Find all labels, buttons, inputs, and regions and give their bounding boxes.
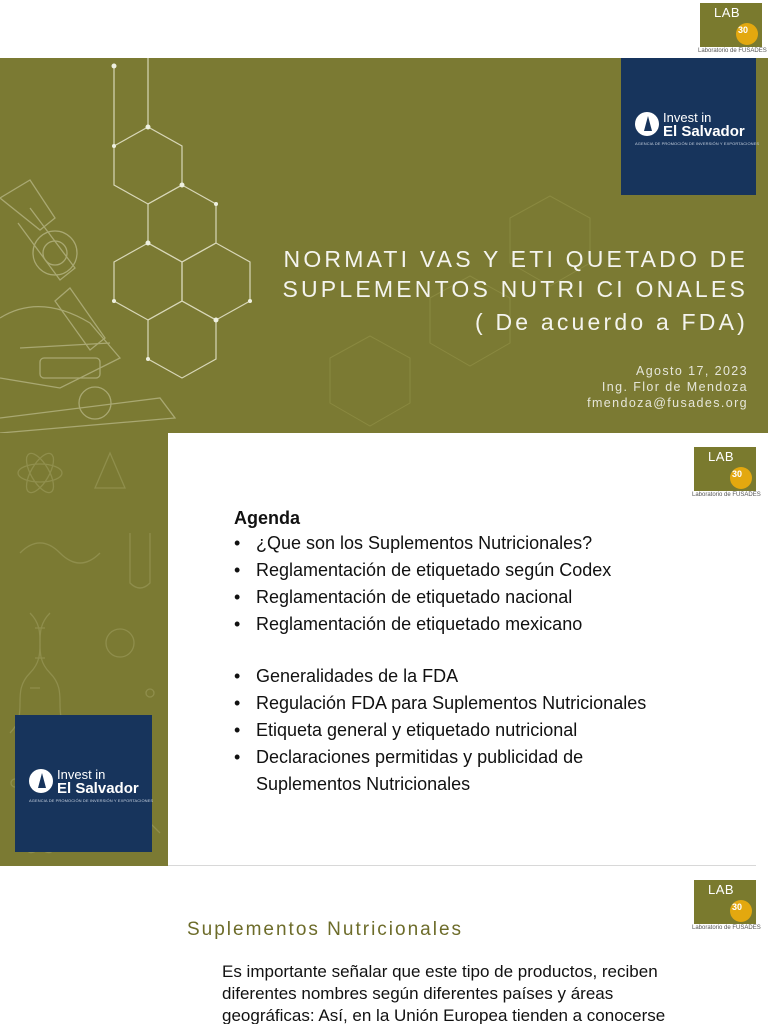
agenda-item: • Reglamentación de etiquetado según Codex — [234, 560, 612, 580]
agenda-item: • Etiqueta general y etiquetado nutricional — [234, 720, 578, 740]
agenda-item: • Declaraciones permitidas y publicidad de — [234, 747, 584, 767]
body-text-line-3: geográficas: Así, en la Unión Europea tienden a conocerse — [222, 1006, 666, 1024]
invest-logo-line2: El Salvador — [57, 780, 139, 797]
agenda-item-continuation: Suplementos Nutricionales — [256, 774, 471, 794]
agenda-slide — [0, 433, 768, 866]
lab-logo — [692, 447, 761, 499]
presenter-email: fmendoza@fusades.org — [587, 396, 748, 410]
lab-logo-label: LAB — [708, 882, 735, 897]
invest-emblem-icon — [29, 769, 53, 793]
slide-heading: Suplementos Nutricionales — [187, 919, 464, 940]
presentation-date: Agosto 17, 2023 — [635, 364, 748, 378]
lab-logo-subtitle: Laboratorio de FUSADES — [692, 925, 761, 931]
agenda-item: • Reglamentación de etiquetado mexicano — [234, 614, 583, 634]
lab-logo-label: LAB — [708, 449, 735, 464]
lab-logo-subtitle: Laboratorio de FUSADES — [698, 48, 767, 54]
lab-anniversary-number: 30 — [738, 25, 749, 35]
agenda-item: • Regulación FDA para Suplementos Nutricionales — [234, 693, 647, 713]
slide-title-line-2: SUPLEMENTOS NUTRI CI ONALES — [282, 276, 748, 302]
slide-title-line-3: ( De acuerdo a FDA) — [475, 309, 748, 335]
lab-anniversary-number: 30 — [732, 902, 743, 912]
lab-logo-label: LAB — [714, 5, 741, 20]
invest-logo-line1: Invest in — [663, 110, 712, 125]
invest-in-el-salvador-logo — [621, 58, 760, 195]
lab-logo — [698, 3, 767, 55]
title-slide — [0, 58, 768, 433]
slide-title-line-1: NORMATI VAS Y ETI QUETADO DE — [283, 246, 748, 272]
microscope-icon — [0, 180, 175, 433]
presenter-name: Ing. Flor de Mendoza — [601, 380, 748, 394]
agenda-item: • ¿Que son los Suplementos Nutricionales? — [234, 533, 593, 553]
lab-logo-subtitle: Laboratorio de FUSADES — [692, 492, 761, 498]
agenda-heading: Agenda — [234, 508, 301, 528]
invest-emblem-icon — [635, 112, 659, 136]
supplements-slide — [0, 866, 768, 1024]
invest-logo-line2: El Salvador — [663, 123, 745, 140]
lab-anniversary-number: 30 — [732, 469, 743, 479]
agenda-item: • Reglamentación de etiquetado nacional — [234, 587, 573, 607]
body-text-line-2: diferentes nombres según diferentes países y áreas — [222, 984, 614, 1003]
body-text-line-1: Es importante señalar que este tipo de productos, reciben — [222, 962, 658, 981]
invest-logo-tagline: AGENCIA DE PROMOCIÓN DE INVERSIÓN Y EXPORTACIONES — [29, 798, 154, 803]
lab-logo — [692, 880, 761, 932]
agenda-item: • Generalidades de la FDA — [234, 666, 459, 686]
invest-logo-tagline: AGENCIA DE PROMOCIÓN DE INVERSIÓN Y EXPORTACIONES — [635, 141, 760, 146]
invest-in-el-salvador-logo-2 — [15, 715, 152, 852]
invest-logo-line1: Invest in — [57, 767, 106, 782]
science-pattern-side-panel — [0, 433, 168, 866]
